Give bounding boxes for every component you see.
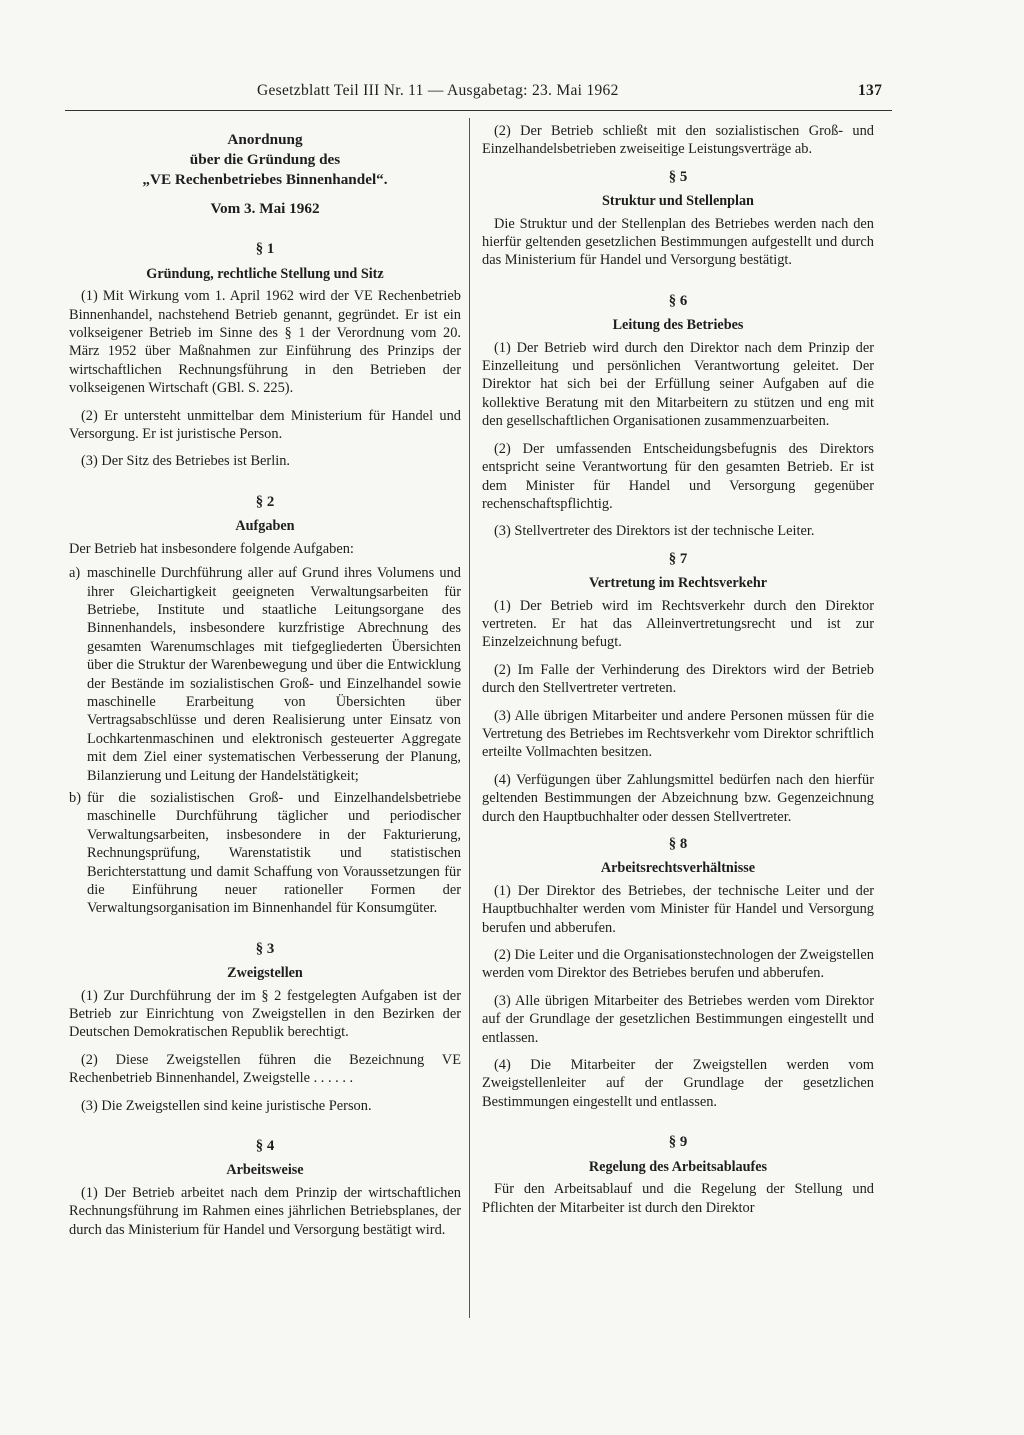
title-line-1: Anordnung bbox=[227, 131, 303, 148]
s6-paragraph-3: (3) Stellvertreter des Direktors ist der technische Leiter. bbox=[494, 523, 815, 540]
section-number-3: § 3 bbox=[255, 940, 275, 957]
section-number-6: § 6 bbox=[668, 292, 688, 309]
s7-paragraph-1: (1) Der Betrieb wird im Rechtsverkehr durch den Direktor vertreten. Er hat das Alleinvertretungsrecht und ist zur Einzelzeichnung befugt. bbox=[482, 597, 874, 651]
section-title-5: Struktur und Stellenplan bbox=[602, 193, 754, 210]
section-title-3: Zweigstellen bbox=[227, 965, 303, 982]
s3-paragraph-3: (3) Die Zweigstellen sind keine juristische Person. bbox=[81, 1097, 372, 1114]
page-number: 137 bbox=[858, 82, 883, 99]
section-number-9: § 9 bbox=[668, 1134, 688, 1151]
s2-item-a-label: a) bbox=[69, 565, 81, 582]
s8-paragraph-4: (4) Die Mitarbeiter der Zweigstellen werden vom Zweigstellenleiter auf der Grundlage der gesetzlichen Bestimmungen eingestellt und entlassen. bbox=[482, 1057, 874, 1110]
section-number-8: § 8 bbox=[668, 836, 688, 852]
s2-item-b bbox=[69, 789, 461, 918]
section-number-4: § 4 bbox=[255, 1138, 275, 1155]
s7-paragraph-3: (3) Alle übrigen Mitarbeiter und andere Personen müssen für die Vertretung des Betriebes im Rechtsverkehr vom Direktor schriftlich erteilte Vollmachten besitzen. bbox=[482, 707, 874, 761]
s3-paragraph-2-text: (2) Diese Zweigstellen führen die Bezeichnung VE Rechenbetrieb Binnenhandel, Zweigstelle bbox=[69, 1051, 461, 1087]
title-line-2: über die Gründung des bbox=[189, 151, 341, 168]
section-number-2: § 2 bbox=[255, 493, 275, 510]
s3-paragraph-2 bbox=[69, 1051, 461, 1088]
s8-paragraph-1: (1) Der Direktor des Betriebes, der technische Leiter und der Hauptbuchhalter werden vom Minister für Handel und Versorgung berufen und abberufen. bbox=[482, 882, 874, 936]
section-title-6: Leitung des Betriebes bbox=[612, 317, 744, 334]
s9-paragraph-1: Für den Arbeitsablauf und die Regelung der Stellung und Pflichten der Mitarbeiter ist durch den Direktor bbox=[482, 1181, 874, 1216]
s8-paragraph-3: (3) Alle übrigen Mitarbeiter des Betriebes werden vom Direktor auf der Grundlage der gesetzlichen Bestimmungen eingestellt und entlassen. bbox=[482, 992, 874, 1046]
s8-paragraph-2: (2) Die Leiter und die Organisationstechnologen der Zweigstellen werden vom Direktor des Betriebes berufen und abberufen. bbox=[482, 947, 874, 982]
s3-paragraph-2-dots: . . . . . . bbox=[313, 1070, 354, 1087]
document-date: Vom 3. Mai 1962 bbox=[210, 200, 320, 217]
s4-paragraph-2: (2) Der Betrieb schließt mit den sozialistischen Groß- und Einzelhandelsbetrieben zweiseitige Leistungsverträge ab. bbox=[482, 123, 874, 158]
section-title-2: Aufgaben bbox=[235, 518, 295, 535]
right-column bbox=[482, 122, 874, 1226]
column-divider bbox=[469, 118, 470, 1318]
s2-item-b-text: für die sozialistischen Groß- und Einzelhandelsbetriebe maschinelle Durchführung täglicher und periodischer Verwaltungsarbeiten, insbesondere in der Fakturierung, Rechnungsprüfung, Warenstatistik und statistischen Berichterstattung und damit Schaffung von Voraussetzungen für die Einführung neuer rationeller Formen der Verwaltungsorganisation im Binnenhandel für Konsumgüter. bbox=[87, 789, 461, 917]
s2-item-a bbox=[69, 564, 461, 785]
s4-paragraph-1: (1) Der Betrieb arbeitet nach dem Prinzip der wirtschaftlichen Rechnungsführung im Rahmen eines jährlichen Betriebsplanes, der durch das Ministerium für Handel und Versorgung bestätigt wird. bbox=[69, 1184, 461, 1238]
s2-intro: Der Betrieb hat insbesondere folgende Aufgaben: bbox=[69, 540, 354, 557]
s6-paragraph-1: (1) Der Betrieb wird durch den Direktor nach dem Prinzip der Einzelleitung und persönlichen Verantwortung geleitet. Der Direktor hat sich bei der Erfüllung seiner Aufgaben auf die kollektive Beratung mit den Mitarbeitern zu stützen und eng mit den gesellschaftlichen Organisationen zusammenzuarbeiten. bbox=[482, 339, 874, 430]
s6-paragraph-2: (2) Der umfassenden Entscheidungsbefugnis des Direktors entspricht seine Verantwortung für den gesamten Betrieb. Er ist dem Minister für Handel und Versorgung gegenüber rechenschaftspflichtig. bbox=[482, 440, 874, 512]
s3-paragraph-1: (1) Zur Durchführung der im § 2 festgelegten Aufgaben ist der Betrieb zur Einrichtung von Zweigstellen in den Bezirken der Deutschen Demokratischen Republik berechtigt. bbox=[69, 987, 461, 1041]
section-title-9: Regelung des Arbeitsablaufes bbox=[588, 1158, 768, 1175]
section-number-7: § 7 bbox=[668, 550, 688, 567]
section-number-1: § 1 bbox=[255, 241, 275, 258]
s1-paragraph-1: (1) Mit Wirkung vom 1. April 1962 wird der VE Rechenbetrieb Binnenhandel, nachstehend Betrieb genannt, gegründet. Er ist ein volkseigener Betrieb im Sinne des § 1 der Verordnung vom 20. März 1952 über Maßnahmen zur Einführung des Prinzips der wirtschaftlichen Rechnungsführung in den Betrieben der volkseigenen Wirtschaft (GBl. S. 225). bbox=[69, 288, 461, 397]
s7-paragraph-4: (4) Verfügungen über Zahlungsmittel bedürfen nach den hierfür geltenden Bestimmungen der Abzeichnung bzw. Gegenzeichnung durch den Hauptbuchhalter oder dessen Stellvertreter. bbox=[482, 771, 874, 825]
left-column bbox=[69, 122, 461, 1248]
section-number-5: § 5 bbox=[668, 168, 688, 185]
header-rule bbox=[65, 110, 892, 111]
s2-item-a-text: maschinelle Durchführung aller auf Grund ihres Volumens und ihrer Gleichartigkeit geeigneten Verwaltungsarbeiten für Betriebe, Institute und staatliche Leitungsorgane des Binnenhandels, insbesondere kurzfristige Abrechnung des gesamten Warenumschlages mit tiefgegliederten Übersichten über die Struktur der Warenbewegung und über die Entwicklung der Bestände im sozialistischen Groß- und Einzelhandel sowie maschinelle Erarbeitung von Übersichten über Vertragsabschlüsse und deren Realisierung unter Einsatz von Lochkartenmaschinen und elektronisch gesteuerter Aggregate mit dem Ziel einer systematischen Verbesserung der Planung, Bilanzierung und Leitung der Handelstätigkeit; bbox=[87, 565, 461, 784]
title-line-3: „VE Rechenbetriebes Binnenhandel“. bbox=[142, 171, 388, 188]
s1-paragraph-2: (2) Er untersteht unmittelbar dem Ministerium für Handel und Versorgung. Er ist juristische Person. bbox=[69, 407, 461, 443]
s2-item-b-label: b) bbox=[69, 789, 81, 806]
section-title-7: Vertretung im Rechtsverkehr bbox=[588, 575, 768, 592]
section-title-4: Arbeitsweise bbox=[226, 1162, 304, 1179]
running-header: Gesetzblatt Teil III Nr. 11 — Ausgabetag: 23. Mai 1962 bbox=[257, 82, 619, 99]
s7-paragraph-2: (2) Im Falle der Verhinderung des Direktors wird der Betrieb durch den Stellvertreter vertreten. bbox=[482, 661, 874, 697]
section-title-1: Gründung, rechtliche Stellung und Sitz bbox=[146, 265, 384, 282]
section-title-8: Arbeitsrechtsverhältnisse bbox=[600, 860, 756, 877]
s1-paragraph-3: (3) Der Sitz des Betriebes ist Berlin. bbox=[81, 453, 291, 470]
s5-paragraph-1: Die Struktur und der Stellenplan des Betriebes werden nach den hierfür geltenden gesetzlichen Bestimmungen aufgestellt und durch das Ministerium für Handel und Versorgung bestätigt. bbox=[482, 215, 874, 269]
document-title bbox=[69, 130, 461, 190]
